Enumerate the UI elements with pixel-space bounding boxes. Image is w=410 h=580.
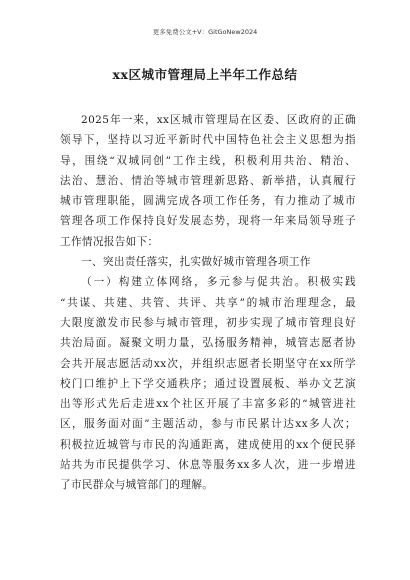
body-line: 出等形式先后走进xx个社区开展了丰富多彩的“城管进社 [60,398,356,411]
body-line: 一、突出责任落实，扎实做好城市管理各项工作 [81,256,311,269]
body-line: 城市管理职能，圆满完成各项工作任务，有力推动了城市 [60,195,356,208]
body-line: 2025年一来，xx区城市管理局在区委、区政府的正确 [81,114,356,126]
body-line: 共治局面。凝聚文明力量，弘扬服务精神，城管志愿者协 [60,337,356,350]
header-note: 更多免费公文+V：GitGoNew2024 [152,28,258,36]
body-line: 导，围绕“双城同创”工作主线，积极利用共治、精治、 [60,154,356,167]
body-line: 领导下，坚持以习近平新时代中国特色社会主义思想为指 [60,134,356,147]
body-line: 积极拉近城管与市民的沟通距离，建成使用的xx个便民驿 [60,438,356,451]
body-line: “共谋、共建、共管、共评、共享”的城市治理理念，最 [60,296,356,309]
body-line: 会共开展志愿活动xx次，并组织志愿者长期坚守在xx所学 [60,357,356,370]
body-line: （一）构建立体网络，多元参与促共治。积极实践 [81,276,356,289]
body-line: 了市民群众与城管部门的理解。 [60,479,214,492]
body-line: 站共为市民提供学习、休息等服务xx多人次，进一步增进 [60,459,356,472]
document-title: xx区城市管理局上半年工作总结 [112,67,298,82]
body-line: 管理各项工作保持良好发展态势，现将一年来局领导班子 [60,215,356,228]
body-line: 法治、慧治、情治等城市管理新思路、新举措，认真履行 [60,174,356,187]
body-line: 区，服务面对面”主题活动，参与市民累计达xx多人次； [60,418,356,431]
document-body [60,110,356,496]
body-line: 工作情况报告如下： [60,235,159,248]
body-line: 校门口维护上下学交通秩序；通过设置展板、举办文艺演 [60,377,356,390]
body-line: 大限度激发市民参与城市管理，初步实现了城市管理良好 [60,316,356,329]
